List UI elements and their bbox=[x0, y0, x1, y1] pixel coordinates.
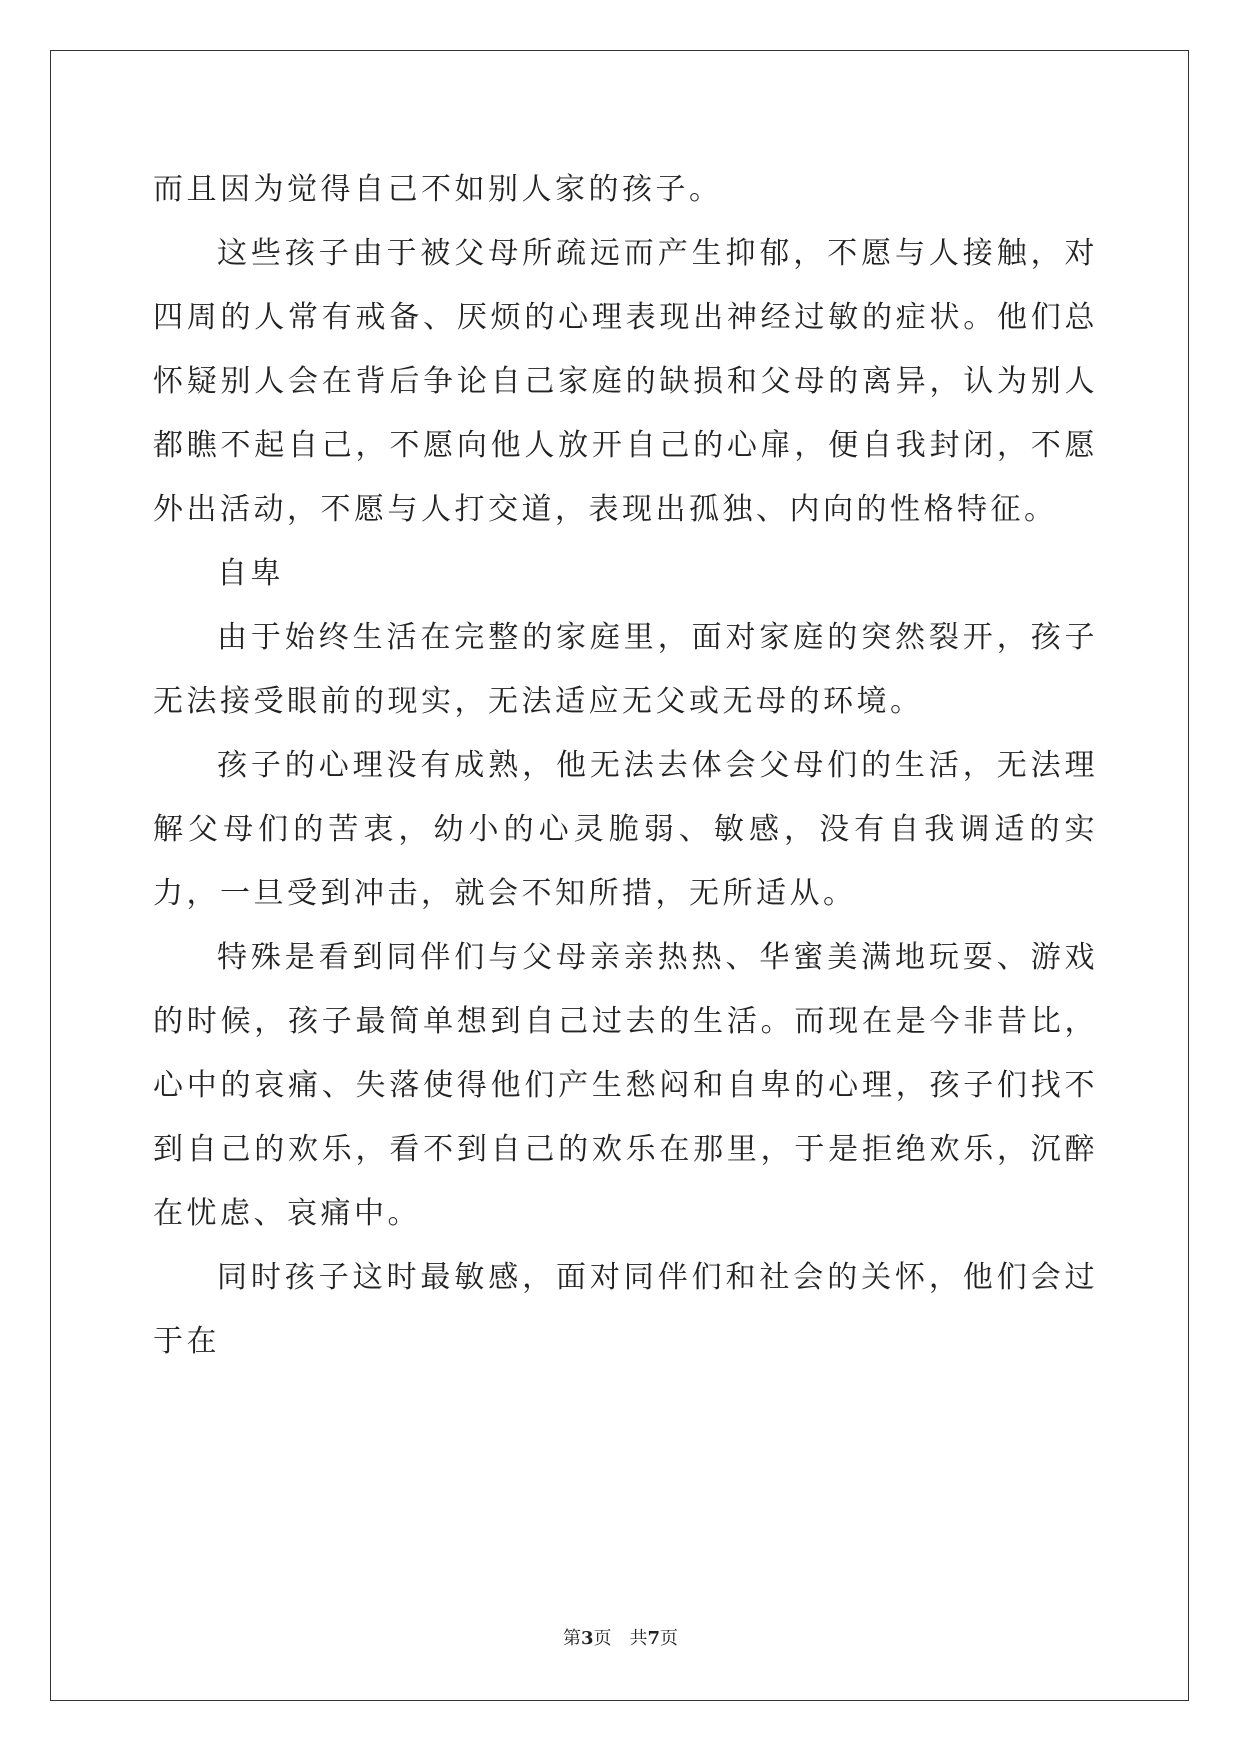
page-number: 3 bbox=[580, 1628, 594, 1649]
total-label-prefix: 共 bbox=[629, 1628, 648, 1649]
document-body bbox=[153, 158, 1098, 1374]
paragraph-4: 孩子的心理没有成熟，他无法去体会父母们的生活，无法理解父母们的苦衷，幼小的心灵脆弱、敏感，没有自我调适的实力，一旦受到冲击，就会不知所措，无所适从。 bbox=[153, 748, 1098, 911]
paragraph-5: 特殊是看到同伴们与父母亲亲热热、华蜜美满地玩耍、游戏的时候，孩子最简单想到自己过去的生活。而现在是今非昔比，心中的哀痛、失落使得他们产生愁闷和自卑的心理，孩子们找不到自己的欢乐，看不到自己的欢乐在那里，于是拒绝欢乐，沉醉在忧虑、哀痛中。 bbox=[153, 940, 1098, 1231]
total-pages: 7 bbox=[647, 1628, 661, 1649]
total-label-suffix: 页 bbox=[660, 1628, 679, 1649]
page-label-prefix: 第 bbox=[562, 1628, 581, 1649]
paragraph-3: 由于始终生活在完整的家庭里，面对家庭的突然裂开，孩子无法接受眼前的现实，无法适应无父或无母的环境。 bbox=[153, 620, 1098, 719]
section-heading: 自卑 bbox=[217, 556, 284, 591]
page-footer bbox=[0, 1624, 1241, 1650]
page-label-suffix: 页 bbox=[593, 1628, 612, 1649]
paragraph-1: 而且因为觉得自己不如别人家的孩子。 bbox=[153, 172, 723, 207]
paragraph-6: 同时孩子这时最敏感，面对同伴们和社会的关怀，他们会过于在 bbox=[153, 1260, 1098, 1359]
paragraph-2: 这些孩子由于被父母所疏远而产生抑郁，不愿与人接触，对四周的人常有戒备、厌烦的心理表现出神经过敏的症状。他们总怀疑别人会在背后争论自己家庭的缺损和父母的离异，认为别人都瞧不起自己，不愿向他人放开自己的心扉，便自我封闭，不愿外出活动，不愿与人打交道，表现出孤独、内向的性格特征。 bbox=[153, 236, 1098, 527]
